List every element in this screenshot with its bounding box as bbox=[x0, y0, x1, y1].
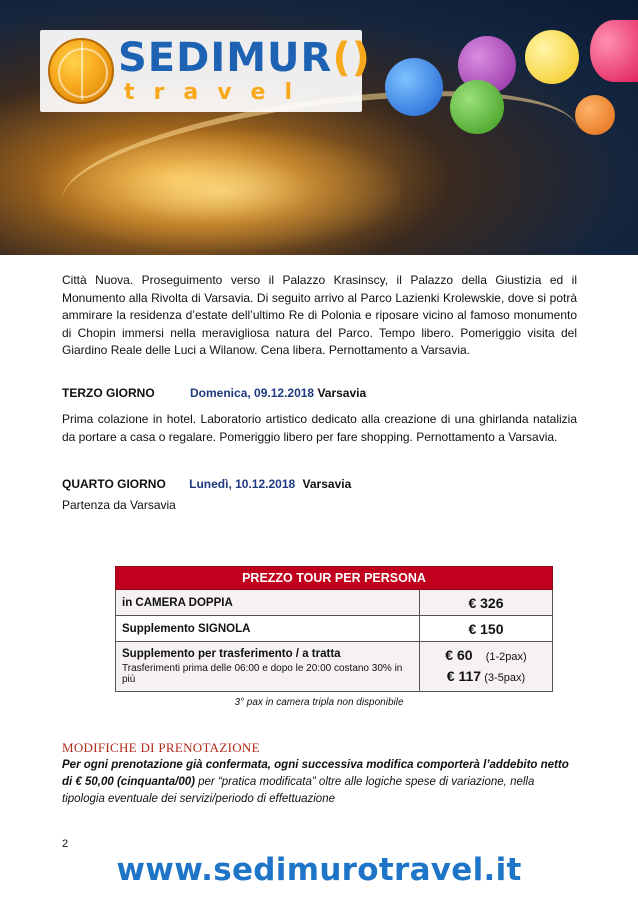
globe-icon bbox=[48, 38, 114, 104]
blue-ornament bbox=[385, 58, 443, 116]
day3-label: TERZO GIORNO bbox=[62, 386, 155, 400]
page-number: 2 bbox=[62, 838, 69, 850]
logo-wordmark bbox=[118, 36, 371, 80]
logo-main-text: SEDIMUR bbox=[118, 35, 333, 81]
transfer-prices bbox=[420, 642, 553, 692]
day3-city: Varsavia bbox=[317, 386, 367, 400]
price-table-title: PREZZO TOUR PER PERSONA bbox=[116, 567, 553, 590]
double-room-price: € 326 bbox=[420, 590, 553, 616]
transfer-cell bbox=[116, 642, 420, 692]
single-supplement-label: Supplemento SIGNOLA bbox=[116, 616, 420, 642]
modifiche-bold-text: Per ogni prenotazione già confermata, ogni successiva modifica comporterà l’addebito netto di € 50,00 (cinquanta/00) bbox=[62, 759, 569, 789]
day4-text: Partenza da Varsavia bbox=[62, 498, 176, 512]
orange-ornament bbox=[575, 95, 615, 135]
day3-text: Prima colazione in hotel. Laboratorio artistico dedicato alla creazione di una ghirlanda natalizia da portare a casa o regalare. Pomeriggio libero per fare shopping. Pernottamento a Varsavia. bbox=[62, 412, 577, 444]
table-row bbox=[116, 616, 553, 642]
yellow-ornament bbox=[525, 30, 579, 84]
day4-date: Lunedì, 10.12.2018 bbox=[189, 477, 296, 491]
table-row bbox=[116, 642, 553, 692]
day4-city: Varsavia bbox=[302, 477, 352, 491]
transfer-pax-2: (3-5pax) bbox=[484, 671, 526, 684]
transfer-price-2: € 117 bbox=[446, 667, 482, 684]
day4-label: QUARTO GIORNO bbox=[62, 477, 166, 491]
single-supplement-price: € 150 bbox=[420, 616, 553, 642]
company-logo bbox=[40, 30, 371, 112]
pink-ornament bbox=[590, 20, 638, 82]
day3-heading bbox=[62, 386, 366, 400]
intro-paragraph: Città Nuova. Proseguimento verso il Palazzo Krasinscy, il Palazzo della Giustizia ed il Monumento alla Rivolta di Varsavia. Di seguito arrivo al Parco Lazienki Krolewskie, dove si potrà ammirare la residenza d’estate dell’ultimo Re di Polonia e riposare vicino al famoso monumento di Chopin immersi nella meravigliosa natura del Parco. Tempo libero. Pomeriggio visita del Giardino Reale delle Luci a Wilanow. Cena libera. Pernottamento a Varsavia. bbox=[62, 273, 577, 358]
modifiche-rest-text: per “pratica modificata” oltre alle logiche spese di variazione, nella tipologia eventuale dei servizi/periodo di effettuazione bbox=[62, 776, 535, 806]
website-link[interactable]: www.sedimurotravel.it bbox=[116, 852, 522, 888]
green-ornament bbox=[450, 80, 504, 134]
transfer-sublabel: Trasferimenti prima delle 06:00 e dopo le 20:00 costano 30% in più bbox=[122, 663, 403, 685]
table-row bbox=[116, 590, 553, 616]
day4-heading bbox=[62, 477, 351, 491]
double-room-label: in CAMERA DOPPIA bbox=[116, 590, 420, 616]
price-table bbox=[115, 566, 553, 692]
transfer-price-1: € 60 bbox=[445, 646, 473, 663]
modifiche-text bbox=[62, 757, 580, 809]
header-banner bbox=[0, 0, 638, 255]
transfer-pax-1: (1-2pax) bbox=[485, 650, 527, 663]
logo-subtitle: travel bbox=[124, 80, 312, 105]
triple-room-note: 3° pax in camera tripla non disponibile bbox=[234, 697, 404, 708]
modifiche-title: MODIFICHE DI PRENOTAZIONE bbox=[62, 740, 260, 755]
transfer-label: Supplemento per trasferimento / a tratta bbox=[122, 648, 341, 660]
logo-accent-text: () bbox=[332, 35, 371, 81]
day3-date: Domenica, 09.12.2018 bbox=[190, 386, 315, 400]
